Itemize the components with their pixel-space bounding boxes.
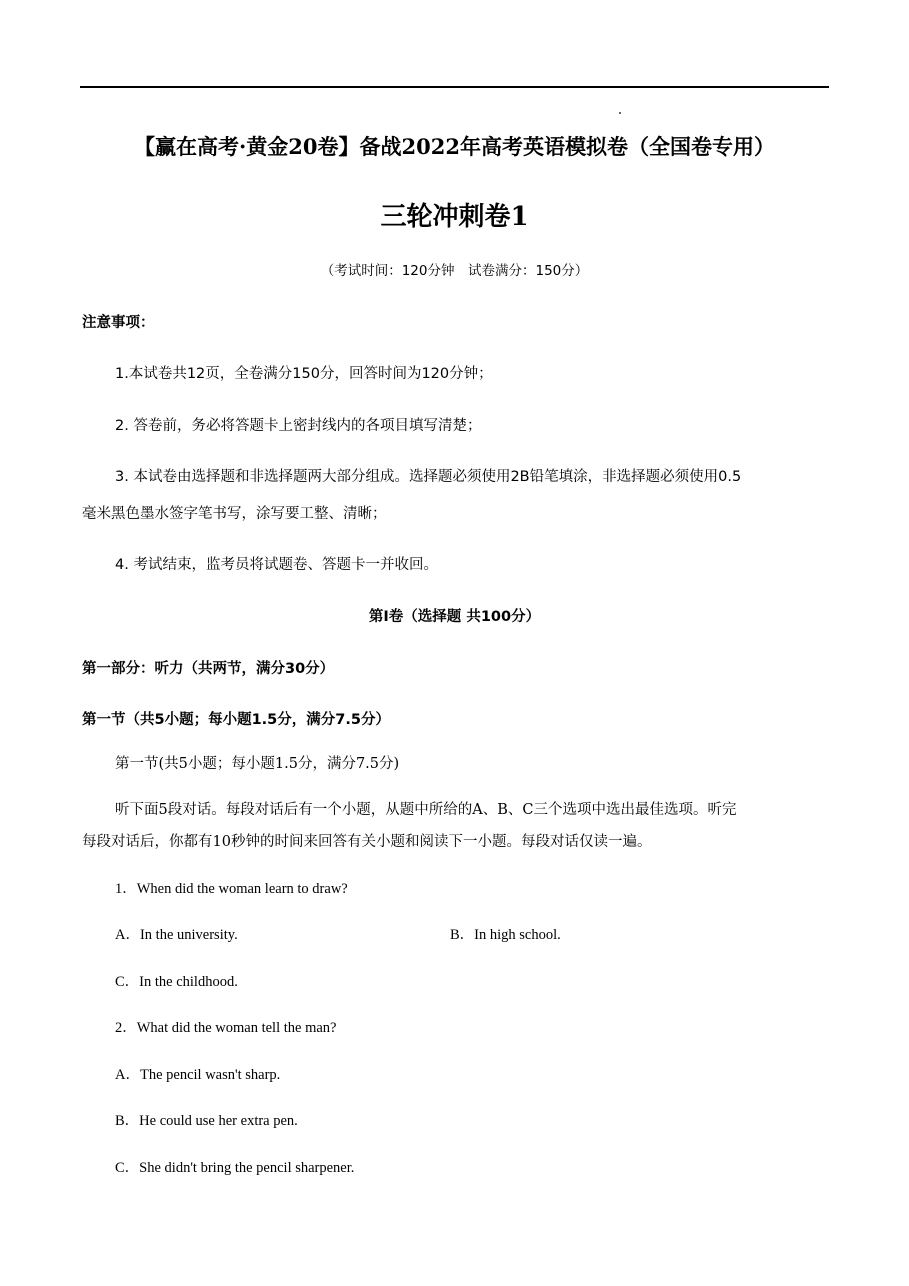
- instructions-line-2: 每段对话后，你都有10秒钟的时间来回答有关小题和阅读下一小题。每段对话仅读一遍。: [82, 834, 652, 850]
- question-1-option-a: A．In the university.: [115, 927, 238, 943]
- volume-heading: 第I卷（选择题 共100分）: [368, 609, 541, 625]
- instructions-line-1: 听下面5段对话。每段对话后有一个小题，从题中所给的A、B、C三个选项中选出最佳选项。听完: [115, 802, 737, 818]
- note-item-2: 2. 答卷前，务必将答题卡上密封线内的各项目填写清楚；: [115, 418, 482, 434]
- exam-title: 【赢在高考·黄金20卷】备战2022年高考英语模拟卷（全国卷专用）: [134, 134, 775, 159]
- question-2-stem: 2．What did the woman tell the man?: [115, 1020, 337, 1036]
- question-1-option-b: B．In high school.: [450, 927, 561, 943]
- note-item-3-line-1: 3. 本试卷由选择题和非选择题两大部分组成。选择题必须使用2B铅笔填涂，非选择题必须使用0.5: [115, 469, 742, 485]
- notes-heading: 注意事项：: [82, 315, 155, 331]
- note-item-3-line-2: 毫米黑色墨水签字笔书写，涂写要工整、清晰；: [82, 506, 387, 522]
- section1-subheading: 第一节(共5小题；每小题1.5分，满分7.5分): [115, 756, 400, 772]
- part1-heading: 第一部分：听力（共两节，满分30分）: [82, 661, 335, 677]
- stray-dot: [619, 112, 621, 114]
- question-1-stem: 1．When did the woman learn to draw?: [115, 881, 348, 897]
- question-2-option-c: C．She didn't bring the pencil sharpener.: [115, 1160, 355, 1176]
- note-item-1: 1.本试卷共12页，全卷满分150分，回答时间为120分钟；: [115, 366, 493, 382]
- question-2-option-a: A．The pencil wasn't sharp.: [115, 1067, 281, 1083]
- section1-heading: 第一节（共5小题；每小题1.5分，满分7.5分）: [82, 712, 390, 728]
- exam-info: （考试时间：120分钟 试卷满分：150分）: [320, 263, 589, 279]
- exam-subtitle: 三轮冲刺卷1: [380, 202, 529, 232]
- question-1-option-c: C．In the childhood.: [115, 974, 238, 990]
- header-rule: [80, 86, 829, 88]
- note-item-4: 4. 考试结束，监考员将试题卷、答题卡一并收回。: [115, 557, 438, 573]
- question-2-option-b: B．He could use her extra pen.: [115, 1113, 298, 1129]
